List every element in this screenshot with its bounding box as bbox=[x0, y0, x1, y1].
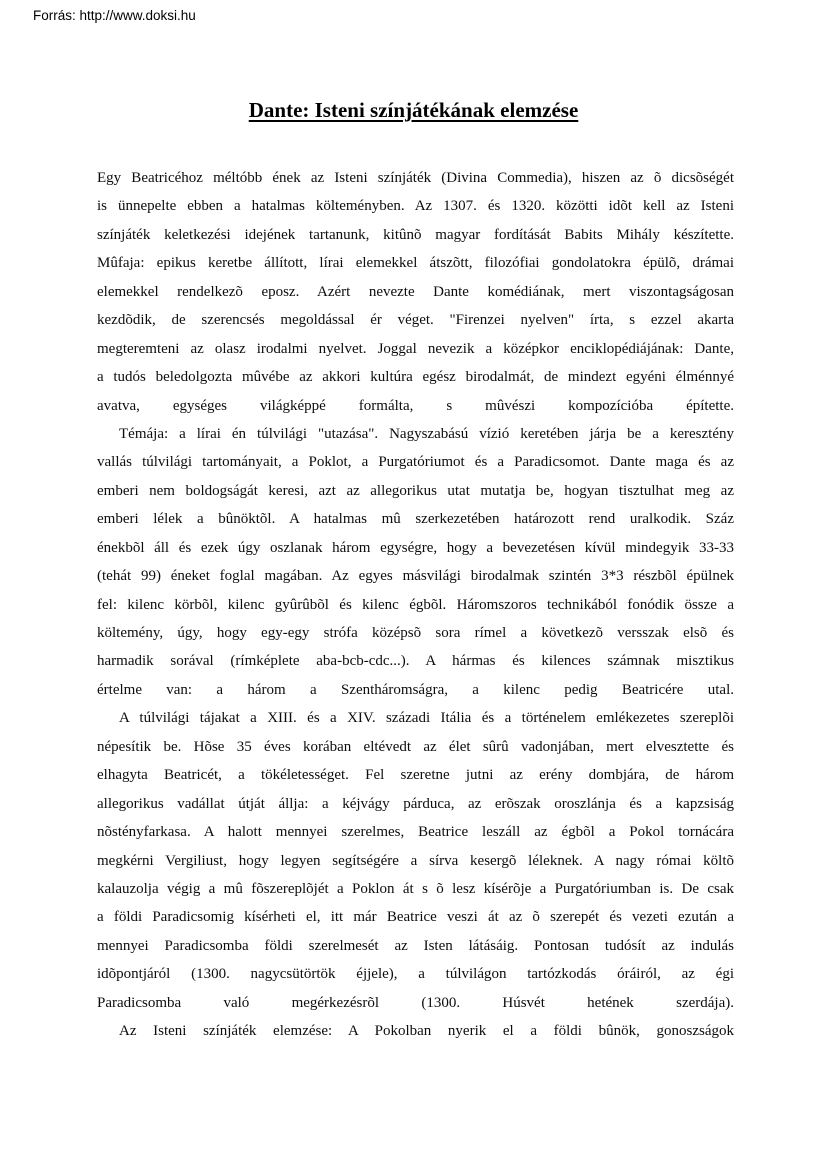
text-line: a földi Paradicsomig kísérheti el, itt már Beatrice veszi át az õ szerepét és vezeti ezután a bbox=[97, 909, 734, 926]
text-line: avatva, egységes világképpé formálta, s mûvészi kompozícióba építette. bbox=[97, 397, 734, 414]
document-body bbox=[97, 164, 734, 1046]
text-line: fel: kilenc körbõl, kilenc gyûrûbõl és kilenc égbõl. Háromszoros technikából fonódik össze a bbox=[97, 596, 734, 613]
text-line: Paradicsomba való megérkezésrõl (1300. Húsvét hetének szerdája). bbox=[97, 994, 734, 1011]
text-line: A túlvilági tájakat a XIII. és a XIV. századi Itália és a történelem emlékezetes szereplõi bbox=[119, 710, 734, 727]
text-line: kezdõdik, de szerencsés megoldással ér véget. "Firenzei nyelven" írta, s ezzel akarta bbox=[97, 312, 734, 329]
text-line: népesítik be. Hõse 35 éves korában eltévedt az élet sûrû vadonjában, mert elvesztette és bbox=[97, 738, 734, 755]
text-line: idõpontjáról (1300. nagycsütörtök éjjele), a túlvilágon tartózkodás óráiról, az égi bbox=[97, 966, 734, 983]
text-line: emberi lélek a bûnöktõl. A hatalmas mû szerkezetében határozott rend uralkodik. Száz bbox=[97, 511, 734, 528]
text-line: elemekkel rendelkezõ eposz. Azért nevezte Dante komédiának, mert viszontagságosan bbox=[97, 283, 734, 300]
text-line: nõstényfarkasa. A halott mennyei szerelmes, Beatrice leszáll az égbõl a Pokol tornácára bbox=[97, 824, 734, 841]
text-line: megteremteni az olasz irodalmi nyelvet. Joggal nevezik a középkor enciklopédiájának: Dante, bbox=[97, 340, 734, 357]
text-line: vallás túlvilági tartományait, a Poklot, a Purgatóriumot és a Paradicsomot. Dante maga és az bbox=[97, 454, 734, 471]
text-line: harmadik sorával (rímképlete aba-bcb-cdc...). A hármas és kilences számnak misztikus bbox=[97, 653, 734, 670]
text-line: megkérni Vergiliust, hogy legyen segítségére a sírva kesergõ léleknek. A nagy római költõ bbox=[97, 852, 734, 869]
text-line: a tudós beledolgozta mûvébe az akkori kultúra egész birodalmát, de mindezt egyéni élménnyé bbox=[97, 369, 734, 386]
text-line: Az Isteni színjáték elemzése: A Pokolban nyerik el a földi bûnök, gonoszságok bbox=[119, 1023, 734, 1040]
text-line: Egy Beatricéhoz méltóbb ének az Isteni színjáték (Divina Commedia), hiszen az õ dicsõségét bbox=[97, 170, 734, 186]
text-line: (tehát 99) éneket foglal magában. Az egyes másvilági birodalmak szintén 3*3 részbõl épülnek bbox=[97, 568, 734, 585]
text-line: is ünnepelte ebben a hatalmas költeményben. Az 1307. és 1320. közötti idõt kell az Isteni bbox=[97, 198, 734, 215]
text-line: mennyei Paradicsomba földi szerelmesét az Isten látásáig. Pontosan tudósít az indulás bbox=[97, 937, 734, 954]
source-url: Forrás: http://www.doksi.hu bbox=[33, 8, 196, 23]
text-line: allegorikus vadállat útját állja: a kéjvágy párduca, az erõszak oroszlánja és a kapzsiság bbox=[97, 795, 734, 812]
text-line: költemény, úgy, hogy egy-egy strófa középsõ sora rímel a következõ versszak elsõ és bbox=[97, 625, 734, 641]
text-line: színjáték keletkezési idejének tartanunk, kitûnõ magyar fordítását Babits Mihály készítette. bbox=[97, 226, 734, 243]
text-line: Mûfaja: epikus keretbe állított, lírai elemekkel átszõtt, filozófiai gondolatokra épülõ, drámai bbox=[97, 255, 734, 272]
text-line: Témája: a lírai én túlvilági "utazása". Nagyszabású vízió keretében járja be a keresztény bbox=[119, 425, 734, 442]
text-line: kalauzolja végig a mû fõszereplõjét a Poklon át s õ lesz kísérõje a Purgatóriumban is. De csak bbox=[97, 880, 734, 897]
text-line: elhagyta Beatricét, a tökéletességet. Fel szeretne jutni az erény dombjára, de három bbox=[97, 767, 734, 784]
document-title: Dante: Isteni színjátékának elemzése bbox=[248, 98, 579, 122]
text-line: emberi nem boldogságát keresi, azt az allegorikus utat mutatja be, hogyan tisztulhat meg az bbox=[97, 482, 734, 499]
text-line: énekbõl áll és ezek úgy oszlanak három egységre, hogy a bevezetésen kívül mindegyik 33-33 bbox=[97, 539, 734, 556]
text-line: értelme van: a három a Szentháromságra, a kilenc pedig Beatricére utal. bbox=[97, 681, 734, 698]
